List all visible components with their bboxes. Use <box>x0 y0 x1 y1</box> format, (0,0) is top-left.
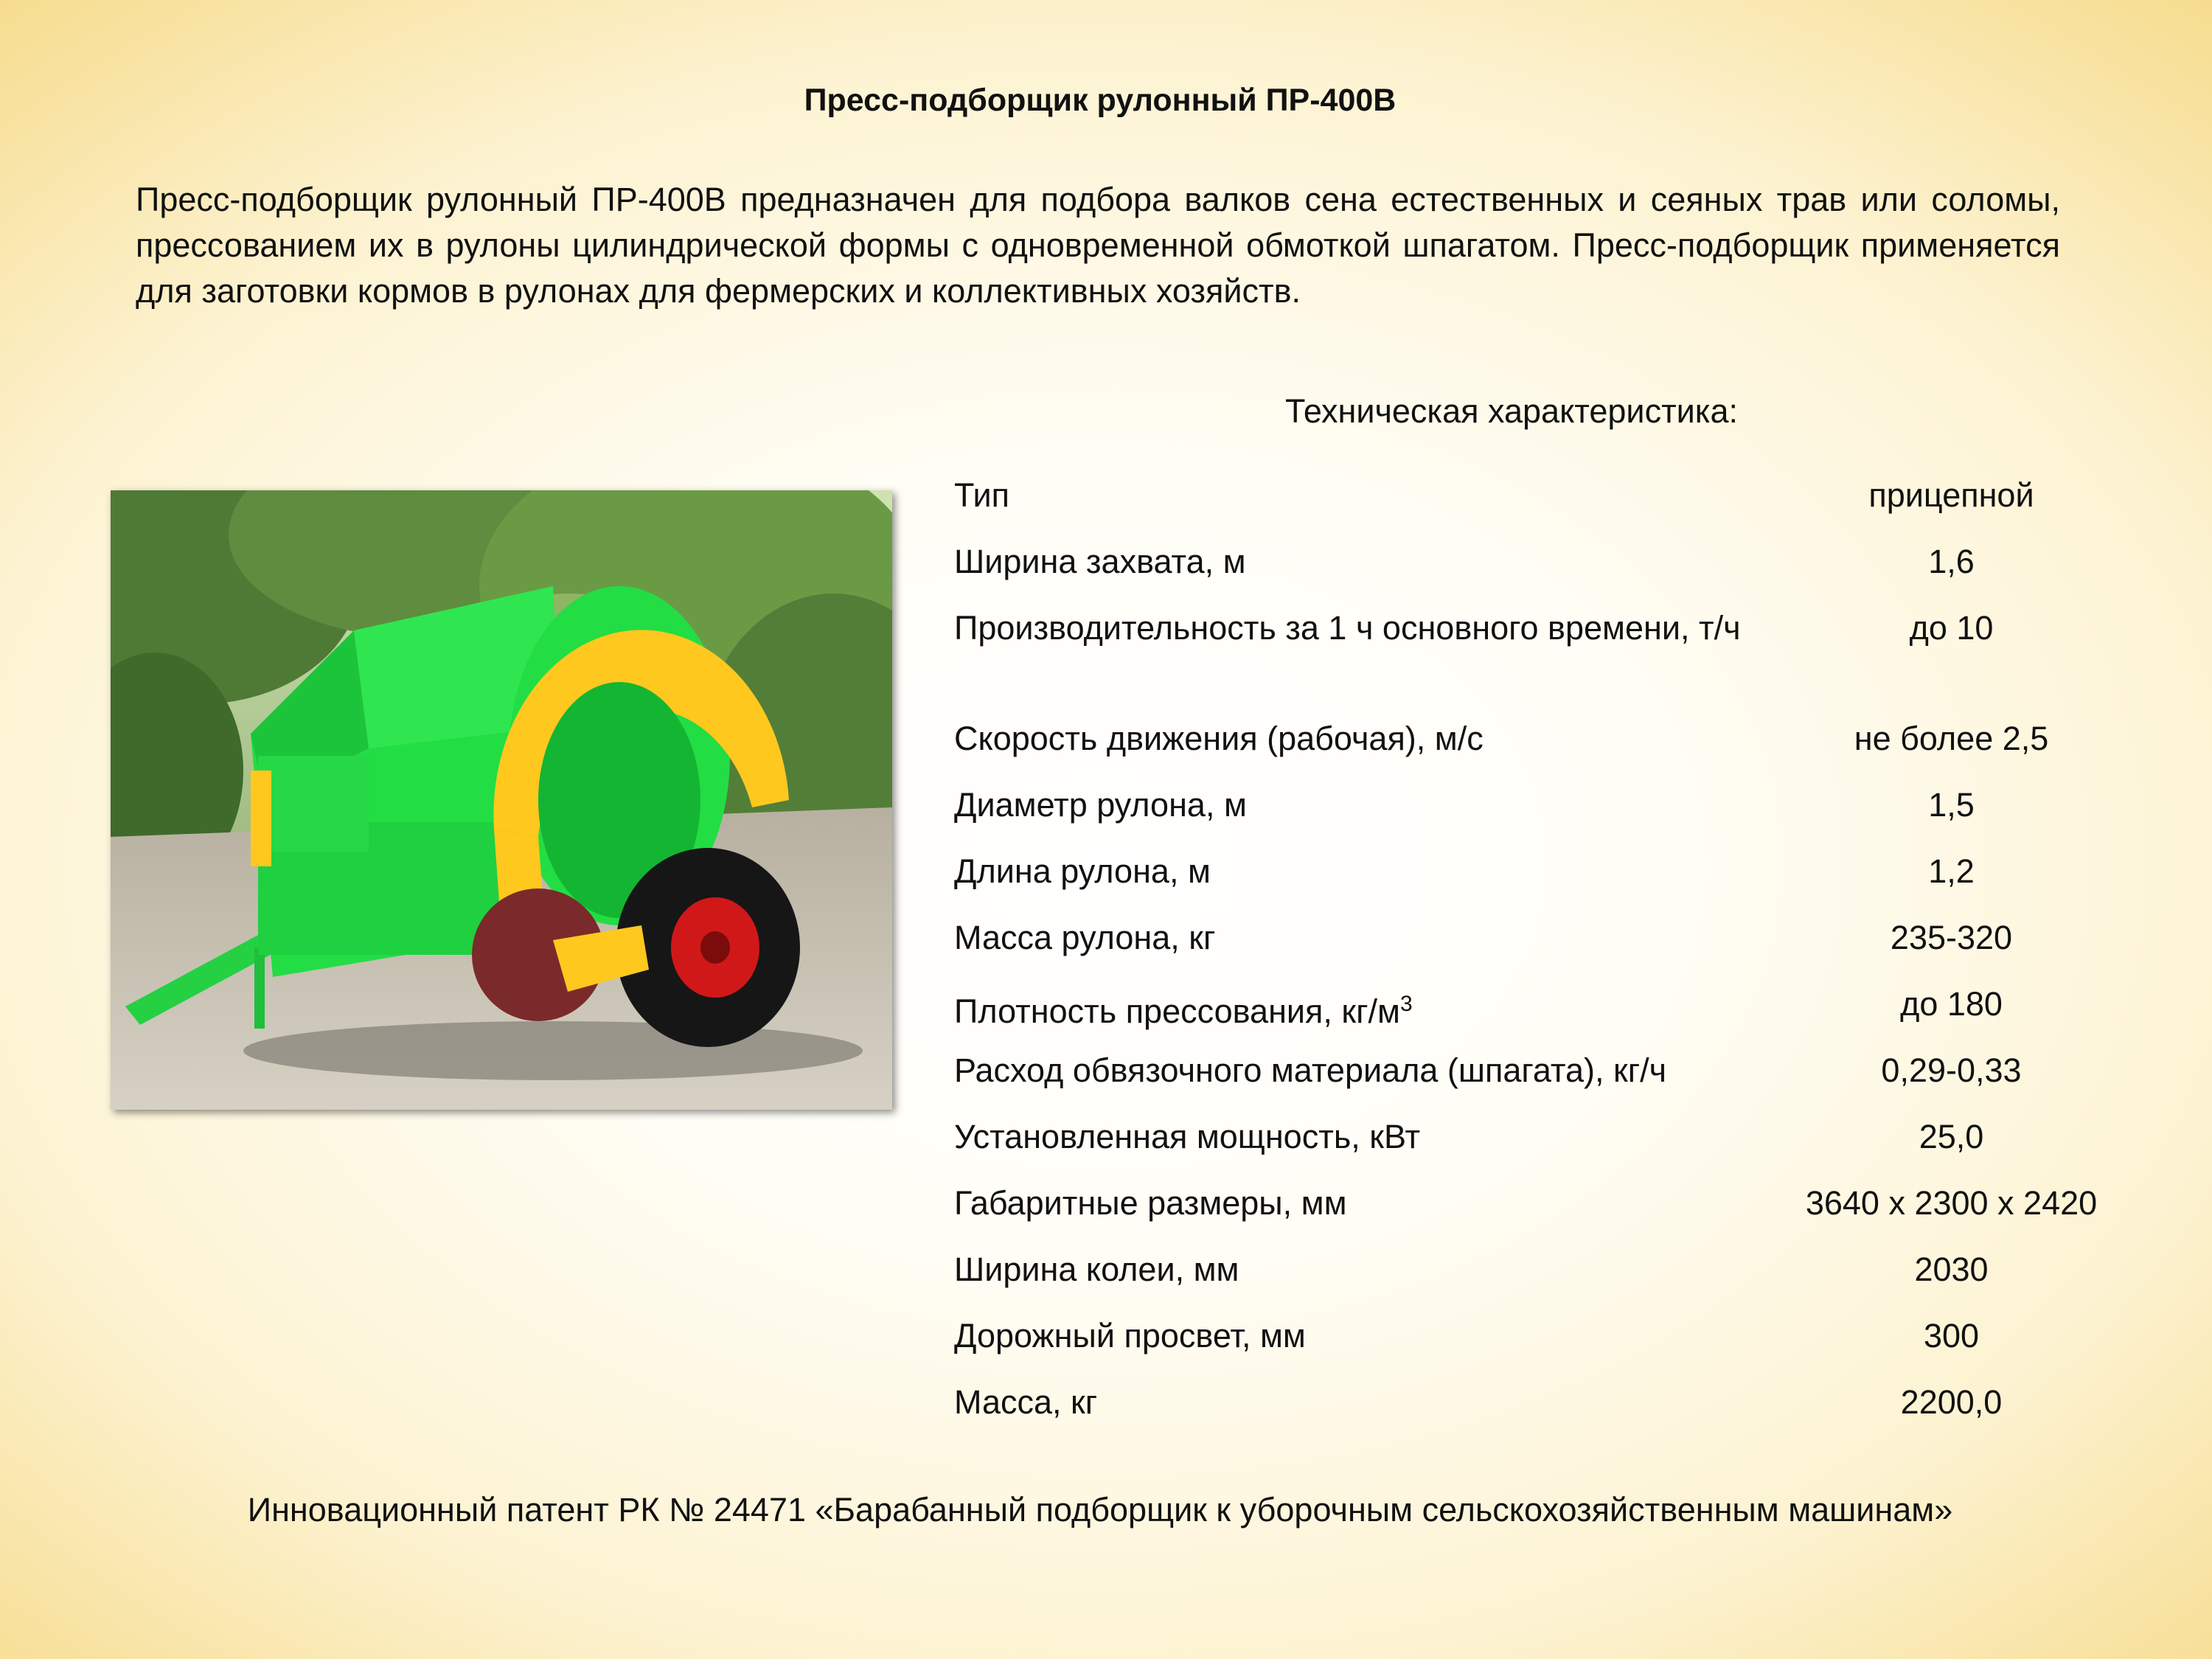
spec-label: Масса рулона, кг <box>954 919 1216 956</box>
spec-row <box>954 717 2134 783</box>
spec-label: Установленная мощность, кВт <box>954 1118 1421 1155</box>
spec-label: Производительность за 1 ч основного времени, т/ч <box>954 609 1741 647</box>
spec-value: до 180 <box>1900 985 2003 1023</box>
spec-value: не более 2,5 <box>1854 720 2049 757</box>
spec-value: 0,29-0,33 <box>1881 1051 2022 1089</box>
spec-row <box>954 916 2134 982</box>
spec-row <box>954 849 2134 916</box>
spec-label-density <box>954 982 1769 1048</box>
spec-row <box>954 982 2134 1048</box>
unit-superscript: 3 <box>1399 992 1413 1016</box>
spec-value: 300 <box>1923 1317 1980 1354</box>
spec-row <box>954 1380 2134 1447</box>
specs-table <box>954 473 2134 1447</box>
spec-label: Расход обвязочного материала (шпагата), кг/ч <box>954 1051 1667 1089</box>
spec-label: Ширина захвата, м <box>954 543 1246 580</box>
spec-value: 1,2 <box>1928 852 1975 890</box>
spec-value: 3640 х 2300 х 2420 <box>1805 1184 2098 1222</box>
spec-row <box>954 1115 2134 1181</box>
spec-row <box>954 1048 2134 1115</box>
spec-label: Дорожный просвет, мм <box>954 1317 1306 1354</box>
spec-value: прицепной <box>1868 476 2034 514</box>
spec-label: Габаритные размеры, мм <box>954 1184 1347 1222</box>
spec-row <box>954 1314 2134 1380</box>
spec-row <box>954 783 2134 849</box>
specs-heading: Техническая характеристика: <box>1284 392 1739 430</box>
description-paragraph: Пресс-подборщик рулонный ПР-400В предназначен для подбора валков сена естественных и сеяных трав или соломы, прессованием их в рулоны цилиндрической формы с одновременной обмоткой шпагатом. Пресс-подборщик применяется для заготовки кормов в рулонах для фермерских и коллективных хозяйств. <box>136 181 2060 310</box>
spec-value: 2030 <box>1914 1251 1989 1288</box>
spec-label-text: Плотность прессования, кг/м <box>954 992 1400 1030</box>
spec-label: Диаметр рулона, м <box>954 786 1247 824</box>
spec-value: до 10 <box>1909 609 1994 647</box>
spec-value: 1,5 <box>1928 786 1975 824</box>
spec-label: Масса, кг <box>954 1383 1098 1421</box>
spec-value: 235-320 <box>1890 919 2013 956</box>
spec-row <box>954 540 2134 606</box>
spec-label: Скорость движения (рабочая), м/с <box>954 720 1484 757</box>
spec-label: Длина рулона, м <box>954 852 1211 890</box>
spec-row <box>954 473 2134 540</box>
spec-value: 25,0 <box>1919 1118 1984 1155</box>
page-title: Пресс-подборщик рулонный ПР-400В <box>804 83 1397 118</box>
baler-photo <box>111 490 892 1110</box>
spec-label: Тип <box>954 476 1010 514</box>
spec-label: Ширина колеи, мм <box>954 1251 1239 1288</box>
spec-value: 1,6 <box>1928 543 1975 580</box>
spec-value: 2200,0 <box>1900 1383 2003 1421</box>
patent-footer: Инновационный патент РК № 24471 «Барабанный подборщик к уборочным сельскохозяйственным машинам» <box>247 1491 1953 1528</box>
spec-row <box>954 1248 2134 1314</box>
spec-row <box>954 606 2134 717</box>
spec-row <box>954 1181 2134 1248</box>
